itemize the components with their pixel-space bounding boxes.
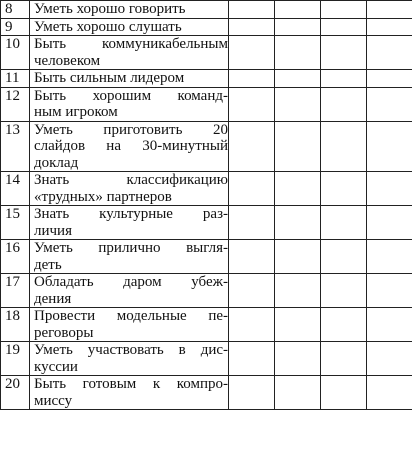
statement-cell: [30, 308, 229, 342]
statement-line: Быть сильным лидером: [34, 70, 185, 86]
table-row: [1, 240, 412, 274]
statement-cell: [30, 206, 229, 240]
answer-cell[interactable]: [229, 376, 275, 410]
statement-cell: [30, 1, 229, 19]
statement-line: человеком: [34, 52, 101, 69]
statement-cell: [30, 376, 229, 410]
statement-line: Знать классификацию: [34, 172, 228, 188]
answer-cell[interactable]: [275, 308, 321, 342]
table-row: [1, 1, 412, 19]
answer-cell[interactable]: [367, 376, 412, 410]
answer-cell[interactable]: [275, 36, 321, 70]
statement-line: ным игроком: [34, 104, 118, 120]
statement-line: Обладать даром убеж-: [34, 274, 228, 290]
answer-cell[interactable]: [321, 87, 367, 121]
statement-line: Знать культурные раз-: [34, 206, 228, 222]
statement-line: деть: [34, 256, 62, 273]
row-number: 16: [1, 240, 30, 274]
answer-cell[interactable]: [275, 274, 321, 308]
answer-cell[interactable]: [229, 36, 275, 70]
statement-cell: [30, 18, 229, 36]
statement-line: куссии: [34, 358, 78, 375]
answer-cell[interactable]: [321, 70, 367, 88]
statement-line: Уметь участвовать в дис-: [34, 342, 228, 358]
answer-cell[interactable]: [229, 172, 275, 206]
answer-cell[interactable]: [229, 240, 275, 274]
answer-cell[interactable]: [229, 87, 275, 121]
answer-cell[interactable]: [275, 240, 321, 274]
answer-cell[interactable]: [321, 274, 367, 308]
answer-cell[interactable]: [275, 70, 321, 88]
answer-cell[interactable]: [275, 206, 321, 240]
statement-line: Быть коммуникабельным: [34, 36, 228, 52]
table-row: [1, 308, 412, 342]
skills-table-body: [1, 1, 412, 410]
answer-cell[interactable]: [367, 274, 412, 308]
answer-cell[interactable]: [367, 70, 412, 88]
statement-line: «трудных» партнеров: [34, 188, 172, 205]
row-number: 12: [1, 87, 30, 121]
answer-cell[interactable]: [229, 121, 275, 172]
answer-cell[interactable]: [275, 342, 321, 376]
table-row: [1, 274, 412, 308]
table-row: [1, 18, 412, 36]
table-row: [1, 172, 412, 206]
answer-cell[interactable]: [229, 1, 275, 19]
statement-line: Уметь хорошо говорить: [34, 1, 186, 17]
table-row: [1, 87, 412, 121]
answer-cell[interactable]: [321, 376, 367, 410]
answer-cell[interactable]: [367, 87, 412, 121]
answer-cell[interactable]: [275, 1, 321, 19]
row-number: 9: [1, 18, 30, 36]
statement-line: личия: [34, 222, 72, 239]
row-number: 14: [1, 172, 30, 206]
statement-cell: [30, 172, 229, 206]
answer-cell[interactable]: [275, 172, 321, 206]
statement-line: Провести модельные пе-: [34, 308, 228, 324]
answer-cell[interactable]: [367, 36, 412, 70]
row-number: 10: [1, 36, 30, 70]
statement-cell: [30, 121, 229, 172]
answer-cell[interactable]: [229, 70, 275, 88]
answer-cell[interactable]: [229, 342, 275, 376]
answer-cell[interactable]: [275, 376, 321, 410]
answer-cell[interactable]: [229, 308, 275, 342]
answer-cell[interactable]: [367, 121, 412, 172]
statement-cell: [30, 70, 229, 88]
answer-cell[interactable]: [321, 308, 367, 342]
table-row: [1, 376, 412, 410]
answer-cell[interactable]: [321, 240, 367, 274]
statement-cell: [30, 87, 229, 121]
answer-cell[interactable]: [229, 206, 275, 240]
answer-cell[interactable]: [367, 1, 412, 19]
statement-line: доклад: [34, 154, 79, 171]
answer-cell[interactable]: [321, 206, 367, 240]
answer-cell[interactable]: [321, 121, 367, 172]
answer-cell[interactable]: [321, 36, 367, 70]
answer-cell[interactable]: [367, 308, 412, 342]
row-number: 15: [1, 206, 30, 240]
statement-cell: [30, 240, 229, 274]
row-number: 8: [1, 1, 30, 19]
statement-line: миссу: [34, 392, 73, 409]
answer-cell[interactable]: [275, 18, 321, 36]
table-row: [1, 70, 412, 88]
statement-line: Уметь прилично выгля-: [34, 240, 228, 256]
table-row: [1, 121, 412, 172]
answer-cell[interactable]: [367, 172, 412, 206]
row-number: 17: [1, 274, 30, 308]
answer-cell[interactable]: [321, 1, 367, 19]
row-number: 20: [1, 376, 30, 410]
statement-line: Быть хорошим команд-: [34, 87, 228, 104]
answer-cell[interactable]: [321, 342, 367, 376]
answer-cell[interactable]: [229, 274, 275, 308]
answer-cell[interactable]: [275, 87, 321, 121]
statement-line: слайдов на 30-минутный: [34, 138, 228, 154]
table-row: [1, 36, 412, 70]
statement-cell: [30, 274, 229, 308]
answer-cell[interactable]: [367, 240, 412, 274]
answer-cell[interactable]: [367, 342, 412, 376]
row-number: 19: [1, 342, 30, 376]
statement-cell: [30, 36, 229, 70]
answer-cell[interactable]: [367, 18, 412, 36]
answer-cell[interactable]: [321, 172, 367, 206]
statement-line: дения: [34, 290, 72, 307]
answer-cell[interactable]: [321, 18, 367, 36]
statement-line: реговоры: [34, 324, 94, 341]
statement-line: Быть готовым к компро-: [34, 376, 228, 392]
row-number: 18: [1, 308, 30, 342]
table-row: [1, 206, 412, 240]
row-number: 11: [1, 70, 30, 88]
table-row: [1, 342, 412, 376]
answer-cell[interactable]: [367, 206, 412, 240]
statement-line: Уметь приготовить 20: [34, 121, 228, 138]
statement-cell: [30, 342, 229, 376]
answer-cell[interactable]: [275, 121, 321, 172]
statement-line: Уметь хорошо слушать: [34, 18, 182, 35]
row-number: 13: [1, 121, 30, 172]
answer-cell[interactable]: [229, 18, 275, 36]
